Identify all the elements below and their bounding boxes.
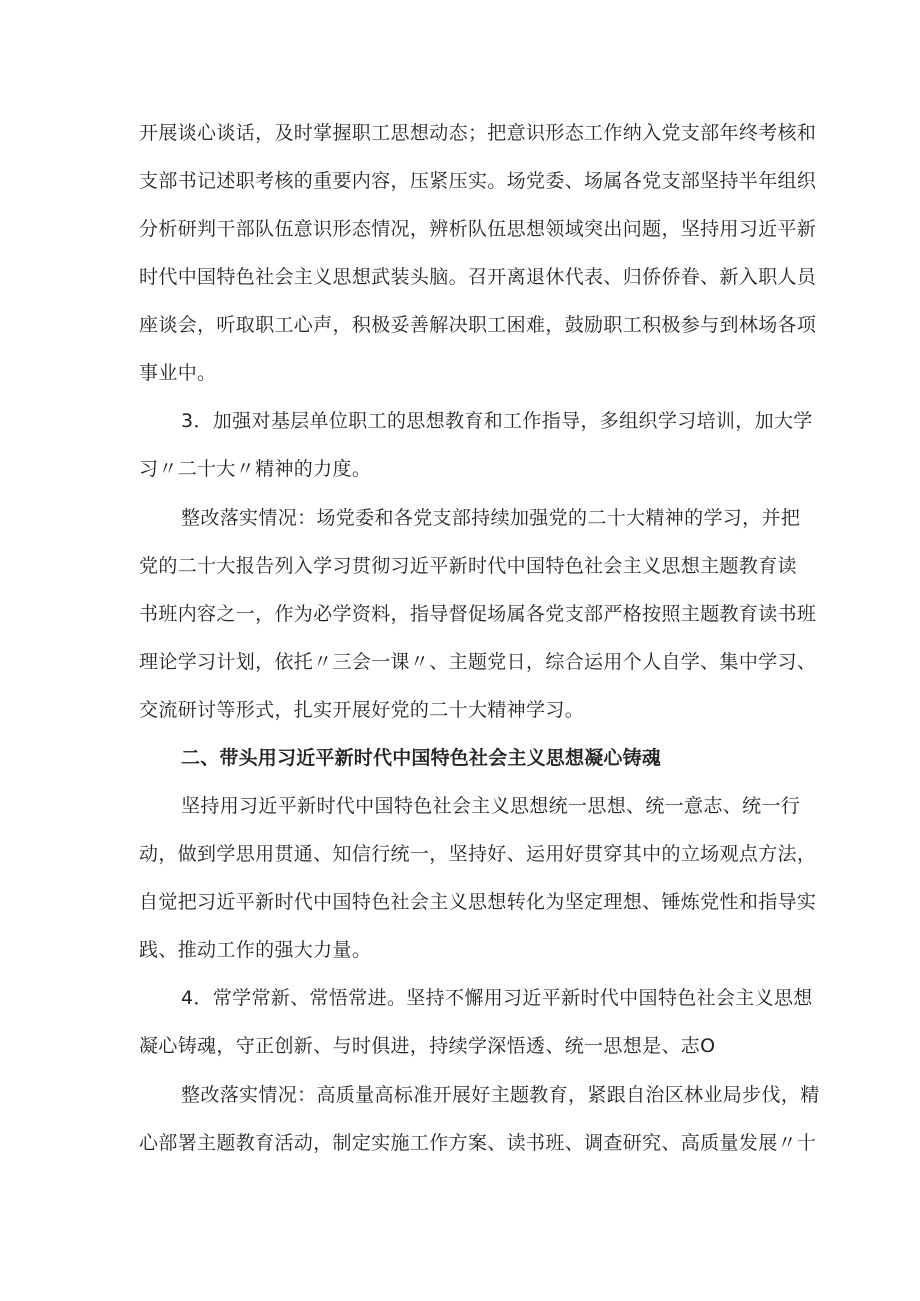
section-heading: 二、带头用习近平新时代中国特色社会主义思想凝心铸魂 (181, 747, 662, 769)
text-line: 时代中国特色社会主义思想武装头脑。召开离退休代表、归侨侨眷、新入职人员 (139, 266, 817, 288)
text-line: 事业中。 (139, 362, 217, 384)
text-line: 整改落实情况：场党委和各党支部持续加强党的二十大精神的学习，并把 (181, 507, 801, 529)
text-line: 理论学习计划，依托〃三会一课〃、主题党日，综合运用个人自学、集中学习、 (139, 651, 817, 673)
text-line: 支部书记述职考核的重要内容，压紧压实。场党委、场属各党支部坚持半年组织 (139, 170, 817, 192)
text-line: 习〃二十大〃精神的力度。 (139, 458, 372, 480)
text-line: 座谈会，听取职工心声，积极妥善解决职工困难，鼓励职工积极参与到林场各项 (139, 314, 817, 336)
text-line: 开展谈心谈话，及时掌握职工思想动态；把意识形态工作纳入党支部年终考核和 (139, 122, 817, 144)
text-line: 4．常学常新、常悟常进。坚持不懈用习近平新时代中国特色社会主义思想 (181, 987, 813, 1009)
text-line: 动，做到学思用贯通、知信行统一，坚持好、运用好贯穿其中的立场观点方法， (139, 843, 817, 865)
text-line: 分析研判干部队伍意识形态情况，辨析队伍思想领域突出问题，坚持用习近平新 (139, 218, 817, 240)
text-line: 践、推动工作的强大力量。 (139, 939, 372, 961)
text-line: 党的二十大报告列入学习贯彻习近平新时代中国特色社会主义思想主题教育读 (139, 555, 797, 577)
text-line: 自觉把习近平新时代中国特色社会主义思想转化为坚定理想、锤炼党性和指导实 (139, 891, 817, 913)
text-line: 整改落实情况：高质量高标准开展好主题教育，紧跟自治区林业局步伐，精 (181, 1084, 820, 1106)
text-line: 心部署主题教育活动，制定实施工作方案、读书班、调查研究、高质量发展〃十 (139, 1132, 817, 1154)
text-line: 3．加强对基层单位职工的思想教育和工作指导，多组织学习培训，加大学 (181, 410, 813, 432)
text-line: 交流研讨等形式，扎实开展好党的二十大精神学习。 (139, 699, 585, 721)
text-line: 书班内容之一，作为必学资料，指导督促场属各党支部严格按照主题教育读书班 (139, 603, 817, 625)
text-line: 坚持用习近平新时代中国特色社会主义思想统一思想、统一意志、统一行 (181, 795, 801, 817)
text-line: 凝心铸魂，守正创新、与时俱进，持续学深悟透、统一思想是、志O (139, 1035, 716, 1057)
